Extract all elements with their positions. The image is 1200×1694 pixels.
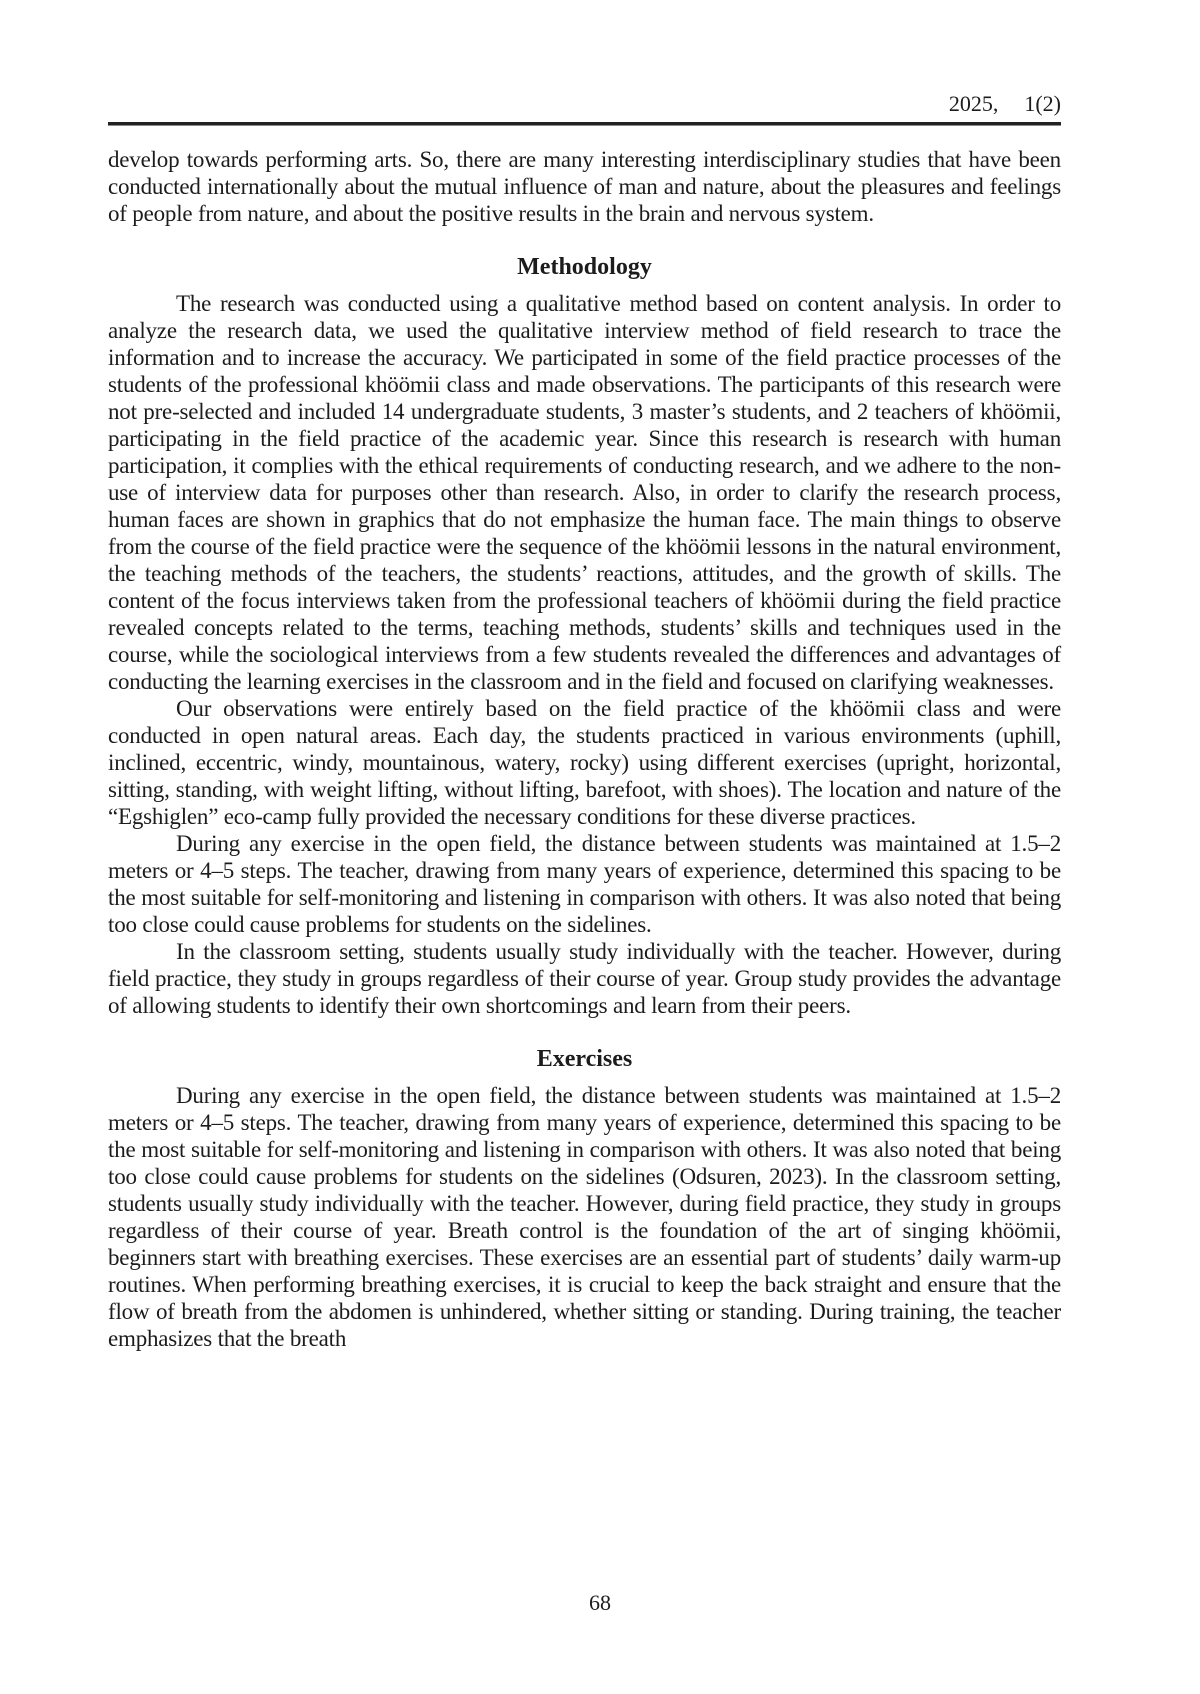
page-number: 68 — [589, 1590, 611, 1615]
methodology-paragraph-1: The research was conducted using a qualitative method based on content analysis. In order to analyze the research data, we used the qualitative interview method of field research to trace the information and to increase the accuracy. We participated in some of the field practice processes of the students of the professional khöömii class and made observations. The participants of this research were not pre-selected and included 14 undergraduate students, 3 master’s students, and 2 teachers of khöömii, participating in the field practice of the academic year. Since this research is research with human participation, it complies with the ethical requirements of conducting research, and we adhere to the non-use of interview data for purposes other than research. Also, in order to clarify the research process, human faces are shown in graphics that do not emphasize the human face. The main things to observe from the course of the field practice were the sequence of the khöömii lessons in the natural environment, the teaching methods of the teachers, the students’ reactions, attitudes, and the growth of skills. The content of the focus interviews taken from the professional teachers of khöömii during the field practice revealed concepts related to the terms, teaching methods, students’ skills and techniques used in the course, while the sociological interviews from a few students revealed the differences and advantages of conducting the learning exercises in the classroom and in the field and focused on clarifying weaknesses. — [108, 291, 1061, 694]
journal-year: 2025, — [948, 91, 999, 116]
section-heading-exercises: Exercises — [536, 1046, 633, 1072]
page-header — [108, 92, 1061, 126]
journal-issue-number: 1(2) — [1024, 91, 1061, 116]
journal-issue-line — [108, 92, 1061, 116]
header-rule — [108, 122, 1061, 126]
exercises-paragraph-1: During any exercise in the open field, the distance between students was maintained at 1.5–2 meters or 4–5 steps. The teacher, drawing from many years of experience, determined this spacing to be the most suitable for self-monitoring and listening in comparison with others. It was also noted that being too close could cause problems for students on the sidelines (Odsuren, 2023). In the classroom setting, students usually study individually with the teacher. However, during field practice, they study in groups regardless of their course of year. Breath control is the foundation of the art of singing khöömii, beginners start with breathing exercises. These exercises are an essential part of students’ daily warm-up routines. When performing breathing exercises, it is crucial to keep the back straight and ensure that the flow of breath from the abdomen is unhindered, whether sitting or standing. During training, the teacher emphasizes that the breath — [108, 1083, 1061, 1351]
intro-paragraph: develop towards performing arts. So, there are many interesting interdisciplinary studies that have been conducted internationally about the mutual influence of man and nature, about the pleasures and feelings of people from nature, and about the positive results in the brain and nervous system. — [108, 147, 1061, 226]
page-body — [108, 146, 1061, 1352]
page-footer — [0, 1590, 1200, 1616]
section-heading-methodology: Methodology — [517, 254, 652, 280]
methodology-paragraph-3: During any exercise in the open field, the distance between students was maintained at 1.5–2 meters or 4–5 steps. The teacher, drawing from many years of experience, determined this spacing to be the most suitable for self-monitoring and listening in comparison with others. It was also noted that being too close could cause problems for students on the sidelines. — [108, 831, 1061, 937]
methodology-paragraph-4: In the classroom setting, students usually study individually with the teacher. However, during field practice, they study in groups regardless of their course of year. Group study provides the advantage of allowing students to identify their own shortcomings and learn from their peers. — [108, 939, 1061, 1018]
methodology-paragraph-2: Our observations were entirely based on the field practice of the khöömii class and were conducted in open natural areas. Each day, the students practiced in various environments (uphill, inclined, eccentric, windy, mountainous, watery, rocky) using different exercises (upright, horizontal, sitting, standing, with weight lifting, without lifting, barefoot, with shoes). The location and nature of the “Egshiglen” eco-camp fully provided the necessary conditions for these diverse practices. — [108, 696, 1061, 829]
